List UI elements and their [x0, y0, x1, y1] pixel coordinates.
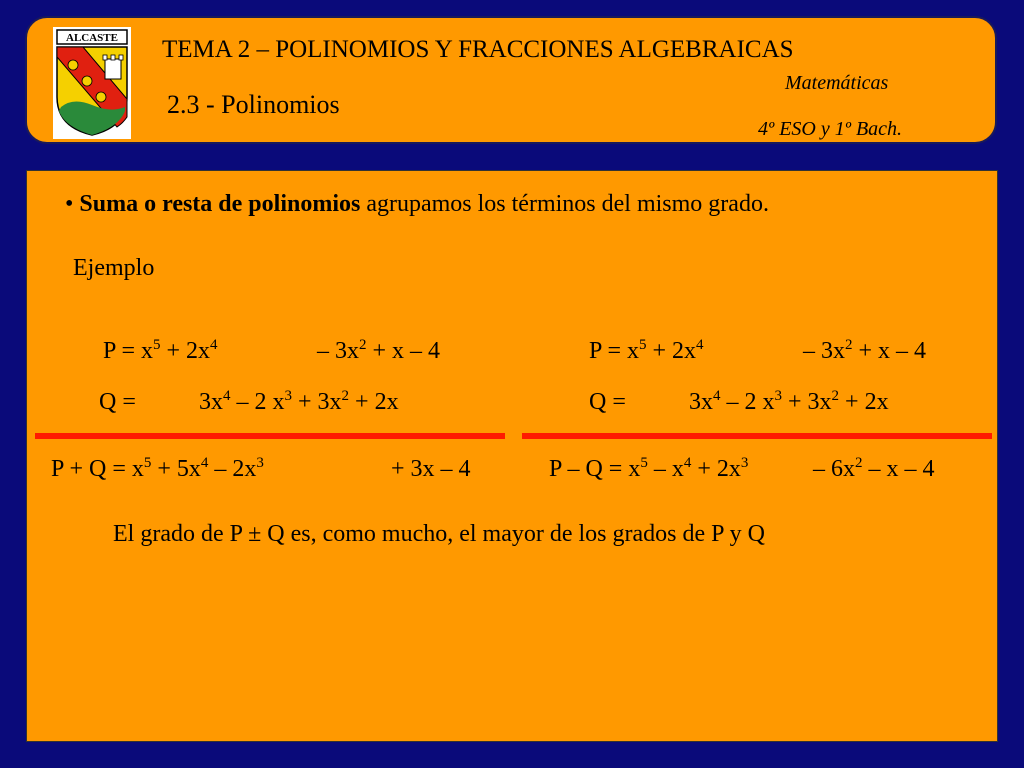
intro-text: agrupamos los términos del mismo grado.	[360, 191, 769, 217]
sum-q-line: $3x^4 - 2$ $x^3 + 3x^2 + 2x$	[199, 388, 399, 415]
header-panel	[25, 16, 997, 144]
sum-result-line: $P + Q = x^5 + 5x^4 - 2x^3$	[51, 455, 264, 482]
diff-q-label: Q =	[589, 389, 626, 415]
conclusion-text: El grado de P ± Q es, como mucho, el mayor de los grados de P y Q	[113, 521, 765, 547]
diff-p-line-tail: – $3x^2 + x - 4$	[803, 337, 927, 364]
section-subtitle: 2.3 - Polinomios	[167, 90, 340, 119]
logo-text: ALCASTE	[66, 32, 118, 44]
intro-bold: Suma o resta de polinomios	[79, 191, 361, 217]
diff-q-line: $3x^4 - 2$ $x^3 + 3x^2 + 2x$	[689, 388, 889, 415]
sum-result-tail: + 3x – 4	[391, 456, 471, 482]
sum-p-line: $P = x^5 + 2x^4$	[103, 337, 218, 364]
diff-p-line: $P = x^5 + 2x^4$	[589, 337, 704, 364]
content-panel	[26, 170, 998, 742]
course-level-label: 4º ESO y 1º Bach.	[758, 118, 903, 140]
subject-label: Matemáticas	[785, 72, 889, 94]
diff-result-tail: – $6x^2$ – x – 4	[813, 455, 935, 482]
diff-result-line: $P - Q = x^5 - x^4 + 2x^3$	[549, 455, 749, 482]
example-label: Ejemplo	[73, 255, 155, 281]
diff-divider-rule	[522, 433, 992, 439]
sum-divider-rule	[35, 433, 505, 439]
page-title: TEMA 2 – POLINOMIOS Y FRACCIONES ALGEBRAICAS	[162, 36, 794, 63]
bullet: •	[65, 191, 74, 217]
school-crest-logo	[53, 27, 131, 139]
sum-q-label: Q =	[99, 389, 136, 415]
intro-line	[65, 191, 769, 218]
sum-p-line-tail: – $3x^2 + x - 4$	[317, 337, 441, 364]
